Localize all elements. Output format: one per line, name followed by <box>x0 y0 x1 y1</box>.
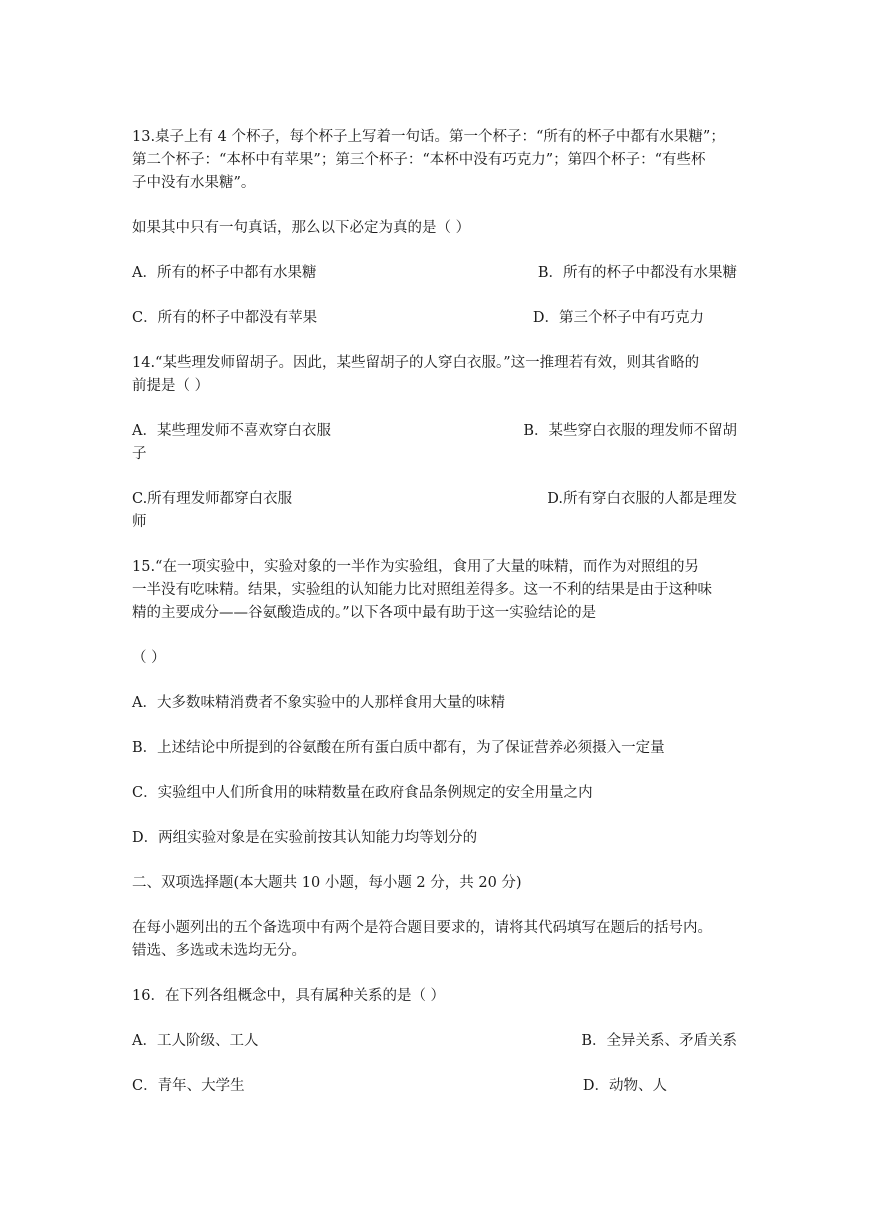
q13-stem-line-2: 第二个杯子：“本杯中有苹果”；第三个杯子：“本杯中没有巧克力”；第四个杯子：“有些杯 <box>132 152 706 168</box>
q14-option-c: C.所有理发师都穿白衣服 <box>132 491 293 507</box>
q15-stem-line-2: 一半没有吃味精。结果，实验组的认知能力比对照组差得多。这一不利的结果是由于这种味 <box>132 582 712 598</box>
question-15 <box>132 556 737 850</box>
question-16 <box>132 985 737 1098</box>
q13-question: 如果其中只有一句真话，那么以下必定为真的是（ ） <box>132 220 471 236</box>
q15-answer-paren: （ ） <box>132 650 166 666</box>
q15-option-d: D．两组实验对象是在实验前按其认知能力均等划分的 <box>132 830 478 846</box>
q14-stem-line-2: 前提是（ ） <box>132 378 210 394</box>
q14-options-row-1 <box>132 420 737 443</box>
q16-option-a: A．工人阶级、工人 <box>132 1033 259 1049</box>
q13-option-a: A．所有的杯子中都有水果糖 <box>132 265 317 281</box>
q13-option-c: C．所有的杯子中都没有苹果 <box>132 310 318 326</box>
q14-option-d: D.所有穿白衣服的人都是理发 <box>547 491 737 507</box>
q16-options-row-2 <box>132 1075 737 1098</box>
section-2-title: 二、双项选择题(本大题共 10 小题，每小题 2 分，共 20 分) <box>132 875 522 891</box>
q14-option-b-wrap: 子 <box>132 446 147 462</box>
q16-option-d: D．动物、人 <box>582 1078 667 1094</box>
q16-option-b: B．全异关系、矛盾关系 <box>581 1033 737 1049</box>
section-2-instruction-line-1: 在每小题列出的五个备选项中有两个是符合题目要求的，请将其代码填写在题后的括号内。 <box>132 920 712 936</box>
q14-option-b: B．某些穿白衣服的理发师不留胡 <box>523 423 737 439</box>
q13-options-row-1 <box>132 262 737 285</box>
q14-option-d-wrap: 师 <box>132 514 147 530</box>
q16-option-c: C．青年、大学生 <box>132 1078 245 1094</box>
q13-stem-line-1: 13.桌子上有 4 个杯子，每个杯子上写着一句话。第一个杯子：“所有的杯子中都有水果糖”； <box>132 129 725 145</box>
q15-stem-line-3: 精的主要成分——谷氨酸造成的。”以下各项中最有助于这一实验结论的是 <box>132 605 597 621</box>
section-2-instruction-line-2: 错选、多选或未选均无分。 <box>132 943 306 959</box>
q15-stem-line-1: 15.“在一项实验中，实验对象的一半作为实验组，食用了大量的味精，而作为对照组的另 <box>132 559 699 575</box>
q14-options-row-2 <box>132 488 737 511</box>
q15-option-c: C．实验组中人们所食用的味精数量在政府食品条例规定的安全用量之内 <box>132 785 593 801</box>
q13-option-b: B．所有的杯子中都没有水果糖 <box>537 265 737 281</box>
question-13 <box>132 126 737 330</box>
q14-option-a: A．某些理发师不喜欢穿白衣服 <box>132 423 331 439</box>
question-14 <box>132 352 737 534</box>
q13-option-d: D．第三个杯子中有巧克力 <box>532 310 704 326</box>
q14-stem-line-1: 14.“某些理发师留胡子。因此，某些留胡子的人穿白衣服。”这一推理若有效，则其省略的 <box>132 355 700 371</box>
exam-page <box>132 126 737 1098</box>
q16-stem: 16．在下列各组概念中，具有属种关系的是（ ） <box>132 988 446 1004</box>
q15-option-a: A．大多数味精消费者不象实验中的人那样食用大量的味精 <box>132 695 505 711</box>
q16-options-row-1 <box>132 1030 737 1053</box>
q15-option-b: B．上述结论中所提到的谷氨酸在所有蛋白质中都有，为了保证营养必须摄入一定量 <box>132 740 665 756</box>
q13-stem-line-3: 子中没有水果糖”。 <box>132 175 256 191</box>
section-2 <box>132 872 737 963</box>
q13-options-row-2 <box>132 307 737 330</box>
